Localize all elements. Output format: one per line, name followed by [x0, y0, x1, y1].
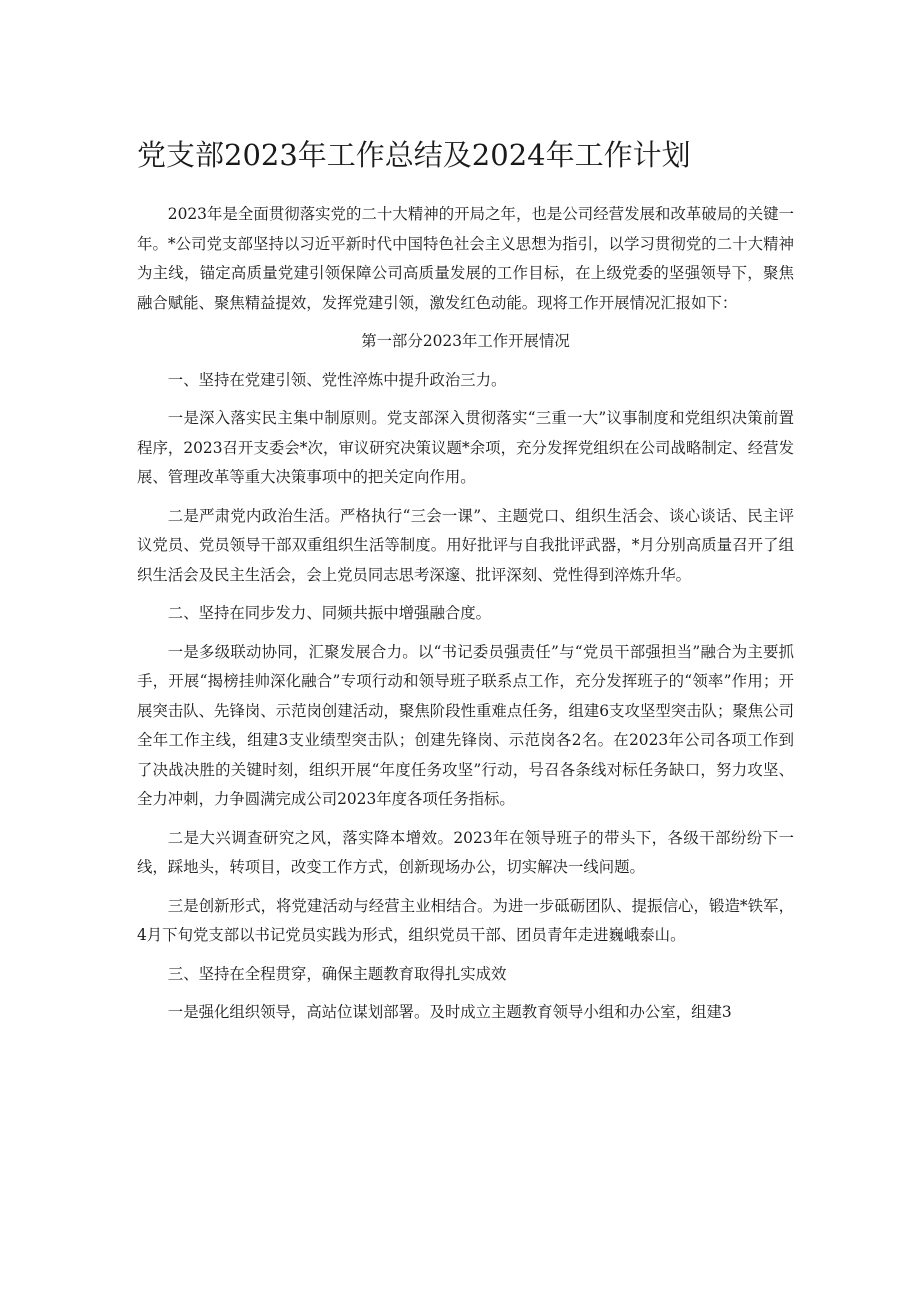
intro-paragraph: 2023年是全面贯彻落实党的二十大精神的开局之年，也是公司经营发展和改革破局的关键一年。*公司党支部坚持以习近平新时代中国特色社会主义思想为指引，以学习贯彻党的二十大精神为主线，锚定高质量党建引领保障公司高质量发展的工作目标，在上级党委的坚强领导下，聚焦融合赋能、聚焦精益提效，发挥党建引领，激发红色动能。现将工作开展情况汇报如下：	[137, 205, 794, 312]
paragraph-1-2: 二是严肃党内政治生活。严格执行“三会一课”、主题党口、组织生活会、谈心谈话、民主评议党员、党员领导干部双重组织生活等制度。用好批评与自我批评武器，*月分别高质量召开了组织生活会及民主生活会，会上党员同志思考深邃、批评深刻、党性得到淬炼升华。	[137, 506, 794, 584]
paragraph-2-2: 二是大兴调查研究之风，落实降本增效。2023年在领导班子的带头下，各级干部纷纷下一线，踩地头，转项目，改变工作方式，创新现场办公，切实解决一线问题。	[137, 828, 794, 876]
section-heading-3: 三、坚持在全程贯穿，确保主题教育取得扎实成效	[167, 964, 507, 983]
paragraph-2-1: 一是多级联动协同，汇聚发展合力。以“书记委员强责任”与“党员干部强担当”融合为主要抓手，开展“揭榜挂帅深化融合”专项行动和领导班子联系点工作，充分发挥班子的“领率”作用；开展突击队、先锋岗、示范岗创建活动，聚焦阶段性重难点任务，组建6支攻坚型突击队；聚焦公司全年工作主线，组建3支业绩型突击队；创建先锋岗、示范岗各2名。在2023年公司各项工作到了决战决胜的关键时刻，组织开展“年度任务攻坚”行动，号召各条线对标任务缺口，努力攻坚、全力冲刺，力争圆满完成公司2023年度各项任务指标。	[137, 642, 794, 808]
document-title: 党支部2023年工作总结及2024年工作计划	[137, 138, 691, 172]
document-page	[137, 130, 794, 1028]
section-heading-2: 二、坚持在同步发力、同频共振中增强融合度。	[167, 604, 492, 622]
paragraph-3-1: 一是强化组织领导，高站位谋划部署。及时成立主题教育领导小组和办公室，组建3	[167, 1003, 732, 1021]
paragraph-1-1: 一是深入落实民主集中制原则。党支部深入贯彻落实“三重一大”议事制度和党组织决策前置程序，2023召开支委会*次，审议研究决策议题*余项，充分发挥党组织在公司战略制定、经营发展、管理改革等重大决策事项中的把关定向作用。	[137, 409, 794, 486]
section-heading-1: 一、坚持在党建引领、党性淬炼中提升政治三力。	[167, 370, 507, 389]
part-title: 第一部分2023年工作开展情况	[361, 332, 570, 350]
paragraph-2-3: 三是创新形式，将党建活动与经营主业相结合。为进一步砥砺团队、提振信心，锻造*铁军，4月下旬党支部以书记党员实践为形式，组织党员干部、团员青年走进巍峨泰山。	[137, 896, 794, 944]
